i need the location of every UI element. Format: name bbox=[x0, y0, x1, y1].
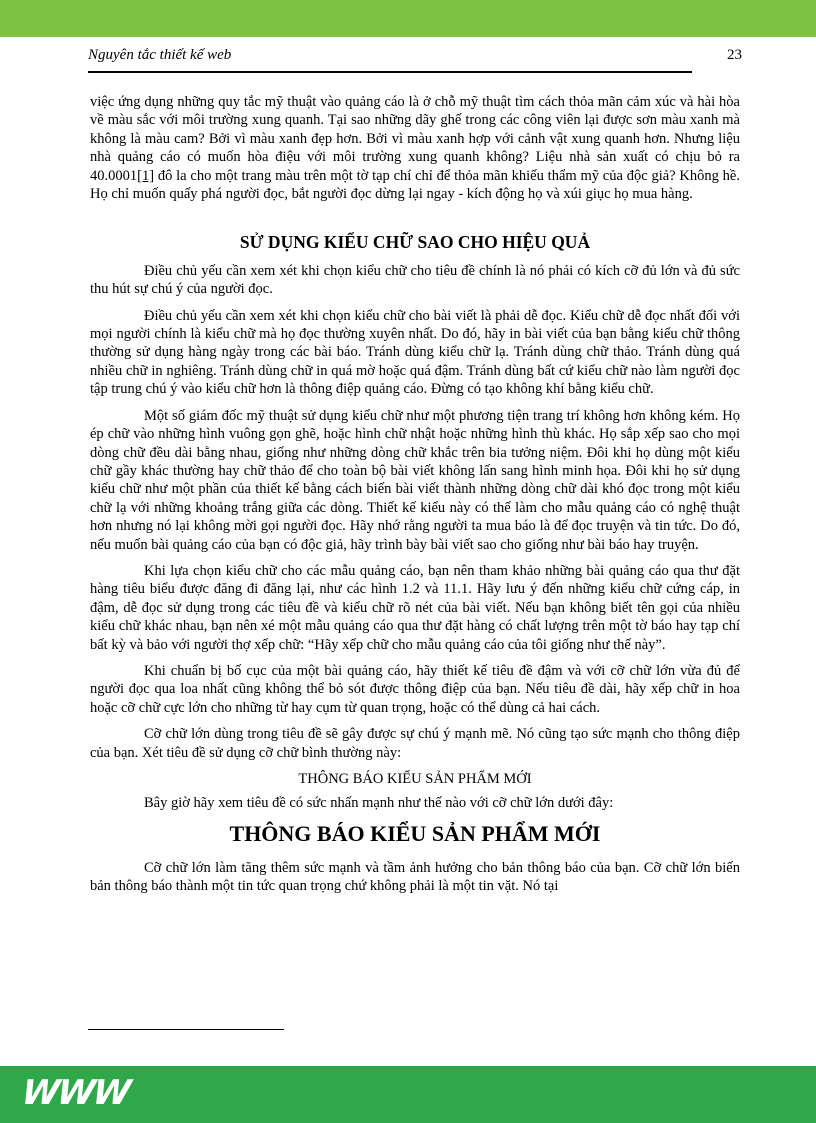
page-number: 23 bbox=[727, 47, 742, 63]
footnote-separator bbox=[88, 1029, 284, 1030]
body-paragraph: Điều chủ yếu cần xem xét khi chọn kiểu chữ cho tiêu đề chính là nó phải có kích cỡ đủ lớn và đủ sức thu hút sự chú ý của người đọc. bbox=[90, 262, 740, 298]
intro-text-pre: việc ứng dụng những quy tắc mỹ thuật vào quảng cáo là ở chỗ mỹ thuật tìm cách thỏa mãn cảm xúc và hài hòa về màu sắc với môi trường xung quanh. Tại sao những dãy ghế trong các công viên lại được sơn màu xanh mà không là màu cam? Bởi vì màu xanh đẹp hơn. Bởi vì màu xanh hợp với cảnh vật xung quanh hơn. Nhưng liệu nhà quảng cáo có muốn hòa điệu với môi trường xung quanh không? Liệu nhà sản xuất có chịu bỏ ra 40.0001 bbox=[90, 94, 740, 184]
section-heading: SỬ DỤNG KIỂU CHỮ SAO CHO HIỆU QUẢ bbox=[239, 232, 591, 253]
body-paragraph: Khi chuẩn bị bố cục của một bài quảng cáo, hãy thiết kế tiêu đề đậm và với cỡ chữ lớn vừa đủ để người đọc qua loa nhất cũng không thể bỏ sót được thông điệp của bạn. Nếu tiêu đề dài, hãy xếp chữ in hoa hoặc cỡ chữ cực lớn cho những từ hay cụm từ quan trọng, hoặc có thể dùng cả hai cách. bbox=[90, 662, 740, 716]
bridge-paragraph: Bây giờ hãy xem tiêu đề có sức nhấn mạnh như thế nào với cỡ chữ lớn dưới đây: bbox=[144, 795, 614, 812]
page-body bbox=[90, 93, 740, 904]
running-header-title: Nguyên tắc thiết kế web bbox=[88, 47, 232, 63]
footnote-reference-link[interactable]: [1] bbox=[137, 167, 155, 184]
example-heading-normal: THÔNG BÁO KIỂU SẢN PHẨM MỚI bbox=[298, 771, 532, 787]
top-decorative-band bbox=[0, 0, 816, 37]
www-logo: WWW bbox=[19, 1073, 132, 1113]
body-paragraph: Một số giám đốc mỹ thuật sử dụng kiểu chữ như một phương tiện trang trí không hơn không kém. Họ ép chữ vào những hình vuông gọn ghẽ, hoặc hình chữ nhật hoặc những hình thù khác. Họ sắp xếp sao cho mọi dòng chữ đều dài bằng nhau, giống như những dòng chữ khắc trên bia tưởng niệm. Đôi khi họ dùng một kiểu chữ gầy khác thường hay chữ thảo để cho toàn bộ bài viết không lấn sang hình minh họa. Đôi khi họ sử dụng kiểu chữ như một phần của thiết kế bằng cách biến bài viết thành những dòng chữ dài khó đọc trong một kiểu chữ lạ với những khoảng trắng giữa các dòng. Thiết kế kiểu này có thể làm cho mẫu quảng cáo có nghệ thuật hơn nhưng nó lại không mời gọi người đọc. Hãy nhớ rằng người ta mua báo là để đọc truyện và tin tức. Do đó, nếu muốn bài quảng cáo của bạn có độc giả, hãy trình bày bài viết sao cho giống như bài báo hay truyện. bbox=[90, 407, 740, 553]
body-paragraph: Khi lựa chọn kiểu chữ cho các mẫu quảng cáo, bạn nên tham khảo những bài quảng cáo qua thư đặt hàng tiêu biểu được đăng đi đăng lại, như các hình 1.2 và 11.1. Hãy lưu ý đến những kiểu chữ cứng cáp, in đậm, dễ đọc sử dụng trong các tiêu đề và kiểu chữ rõ nét của bài viết. Nếu bạn không biết tên gọi của nhiều kiểu chữ khác nhau, bạn nên xé một mẫu quảng cáo qua thư đặt hàng có chất lượng trên một tờ báo hay tạp chí bất kỳ và bảo với người thợ xếp chữ: “Hãy xếp chữ cho mẫu quảng cáo của tôi giống như thế này”. bbox=[90, 562, 740, 653]
intro-paragraph bbox=[90, 93, 740, 203]
intro-text-post: đô la cho một trang màu trên một tờ tạp chí chỉ để thỏa mãn khiếu thẩm mỹ của độc giả? Không hề. Họ chỉ muốn quấy phá người đọc, bắt người đọc dừng lại ngay - kích động họ và xúi giục họ mua hàng. bbox=[90, 167, 740, 203]
header-rule bbox=[88, 71, 692, 73]
body-paragraph: Cỡ chữ lớn dùng trong tiêu đề sẽ gây được sự chú ý mạnh mẽ. Nó cũng tạo sức mạnh cho thông điệp của bạn. Xét tiêu đề sử dụng cỡ chữ bình thường này: bbox=[90, 726, 740, 761]
body-paragraph: Điều chủ yếu cần xem xét khi chọn kiểu chữ cho bài viết là phải dễ đọc. Kiểu chữ dễ đọc nhất đối với mọi người chính là kiểu chữ mà họ đọc thường xuyên nhất. Do đó, hãy in bài viết của bạn bằng kiểu chữ thông thường sử dụng hàng ngày trong các bài báo. Tránh dùng kiểu chữ lạ. Tránh dùng chữ thảo. Tránh dùng quá nhiều chữ in nghiêng. Tránh dùng chữ in quá mờ hoặc quá đậm. Tránh dùng bất cứ kiểu chữ nào làm người đọc tập trung chú ý vào kiểu chữ hơn là thông điệp quảng cáo. Đừng có tạo không khí bằng kiểu chữ. bbox=[90, 307, 740, 398]
closing-paragraph: Cỡ chữ lớn làm tăng thêm sức mạnh và tầm ảnh hưởng cho bản thông báo của bạn. Cỡ chữ lớn biến bản thông báo thành một tin tức quan trọng chứ không phải là một tin vặt. Nó tại bbox=[90, 859, 740, 895]
example-heading-large: THÔNG BÁO KIỂU SẢN PHẨM MỚI bbox=[229, 820, 601, 846]
